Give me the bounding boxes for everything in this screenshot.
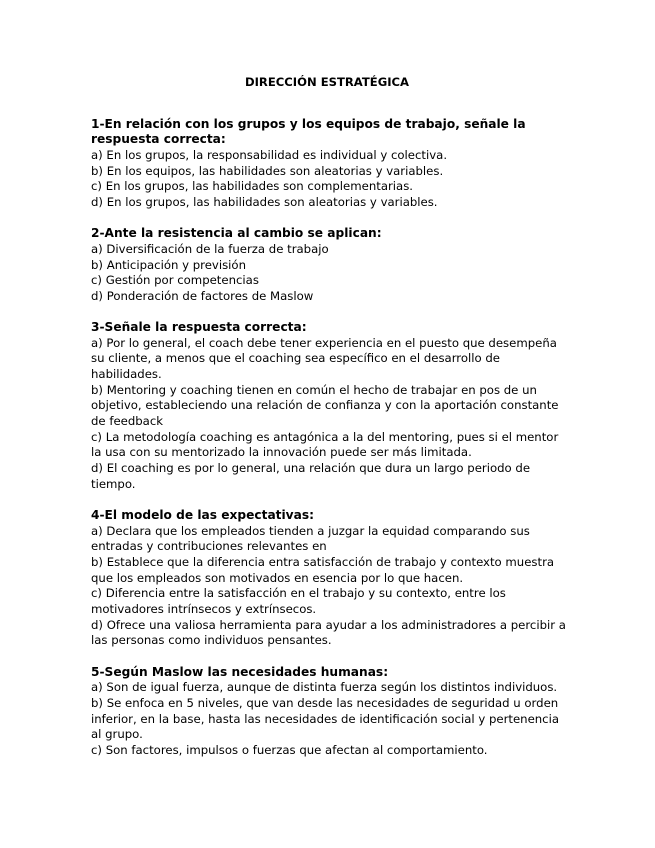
document-content — [91, 75, 567, 774]
question-4-heading: 4-El modelo de las expectativas: — [91, 508, 314, 523]
question-5 — [91, 665, 567, 759]
question-1-option-c: c) En los grupos, las habilidades son complementarias. — [91, 179, 413, 194]
question-4-option-b: b) Establece que la diferencia entra satisfacción de trabajo y contexto muestra que los empleados son motivados en esencia por lo que hacen. — [91, 554, 555, 585]
question-3-option-d: d) El coaching es por lo general, una relación que dura un largo periodo de tiempo. — [91, 461, 531, 491]
question-5-heading: 5-Según Maslow las necesidades humanas: — [91, 664, 389, 679]
document-title: DIRECCIÓN ESTRATÉGICA — [244, 75, 410, 89]
question-4-option-a: a) Declara que los empleados tienden a juzgar la equidad comparando sus entradas y contribuciones relevantes en — [91, 523, 530, 554]
question-1 — [91, 117, 567, 211]
question-1-option-b: b) En los equipos, las habilidades son aleatorias y variables. — [91, 163, 444, 178]
question-1-heading: 1-En relación con los grupos y los equipos de trabajo, señale la respuesta correcta: — [91, 116, 526, 147]
question-2-option-b: b) Anticipación y previsión — [91, 257, 246, 272]
question-4-option-c: c) Diferencia entre la satisfacción en el trabajo y su contexto, entre los motivadores intrínsecos y extrínsecos. — [91, 586, 506, 616]
question-4-option-d: d) Ofrece una valiosa herramienta para ayudar a los administradores a percibir a las personas como individuos pensantes. — [91, 617, 566, 648]
question-5-option-c: c) Son factores, impulsos o fuerzas que afectan al comportamiento. — [91, 742, 488, 757]
question-3-option-b: b) Mentoring y coaching tienen en común el hecho de trabajar en pos de un objetivo, estableciendo una relación de confianza y con la aportación constante de feedback — [91, 382, 559, 429]
question-3-option-c: c) La metodología coaching es antagónica a la del mentoring, pues si el mentor la usa con su mentorizado la innovación puede ser más limitada. — [91, 429, 559, 460]
question-3-option-a: a) Por lo general, el coach debe tener experiencia en el puesto que desempeña su cliente, a menos que el coaching sea específico en el desarrollo de habilidades. — [91, 335, 557, 382]
question-1-option-a: a) En los grupos, la responsabilidad es individual y colectiva. — [91, 147, 448, 162]
question-4 — [91, 508, 567, 649]
question-5-option-a: a) Son de igual fuerza, aunque de distinta fuerza según los distintos individuos. — [91, 680, 558, 695]
question-2 — [91, 226, 567, 304]
question-2-option-c: c) Gestión por competencias — [91, 273, 259, 288]
question-2-option-a: a) Diversificación de la fuerza de trabajo — [91, 241, 329, 256]
question-2-option-d: d) Ponderación de factores de Maslow — [91, 288, 314, 303]
question-2-heading: 2-Ante la resistencia al cambio se aplican: — [91, 226, 382, 241]
question-3 — [91, 320, 567, 492]
question-5-option-b: b) Se enfoca en 5 niveles, que van desde las necesidades de seguridad u orden inferior, en la base, hasta las necesidades de identificación social y pertenencia al grupo. — [91, 695, 560, 742]
question-1-option-d: d) En los grupos, las habilidades son aleatorias y variables. — [91, 194, 438, 209]
question-3-heading: 3-Señale la respuesta correcta: — [91, 320, 307, 335]
